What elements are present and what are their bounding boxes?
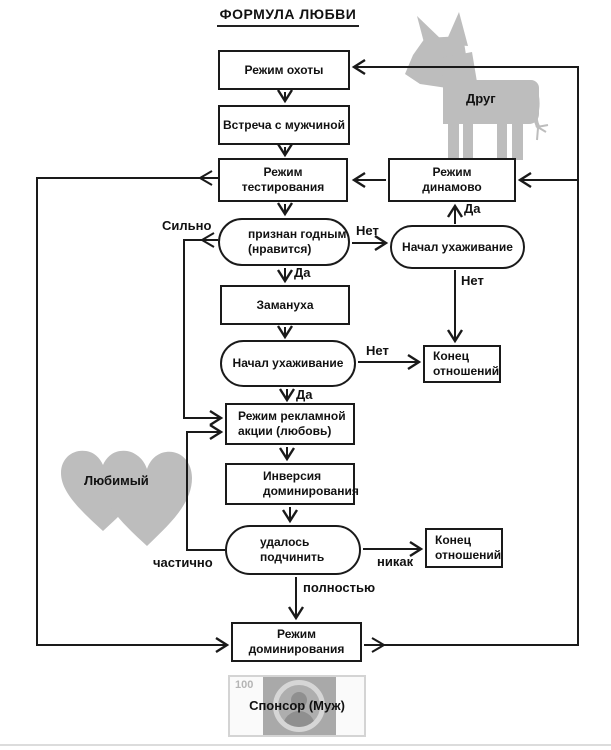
node-testing-mode [218,158,348,202]
node-label: подчинить [260,550,325,564]
node-end-of-relationship-bottom [425,528,503,568]
edge-label-yes-2: Да [464,201,481,216]
node-label: Режим [277,627,316,641]
node-meeting-a-man [218,105,350,145]
node-bait [220,285,350,325]
person-shoulders-icon [283,711,315,729]
node-label: признан годным [248,227,347,241]
node-hunt-mode [218,50,350,90]
node-label: Режим рекламной [238,409,346,423]
node-managed-to-subdue [225,525,361,575]
node-domination-mode [231,622,362,662]
node-courtship-started-mid [220,340,356,387]
hearts-icon [61,451,192,546]
banknote-value: 100 [235,679,254,691]
node-love-advertising-mode [225,403,355,445]
beloved-label: Любимый [84,473,149,488]
node-label: (нравится) [248,242,312,256]
node-courtship-started-top [390,225,525,269]
node-label: Режим [263,165,303,179]
node-label: Начал ухаживание [402,239,513,254]
node-label: Режим [432,165,472,179]
bottom-divider [0,744,611,746]
node-label: отношений [435,548,502,562]
page-title: ФОРМУЛА ЛЮБВИ [217,6,359,27]
node-label: тестирования [241,180,325,194]
friend-label: Друг [466,91,496,106]
edge-label-no-3: Нет [366,343,389,358]
edge-label-no-1: Нет [356,223,379,238]
node-label: удалось [260,535,310,549]
node-dominance-inversion [225,463,359,505]
edge-label-strongly: Сильно [162,218,212,233]
node-label: Конец [433,349,469,363]
node-label: динамово [422,180,482,194]
node-label: Начал ухаживание [232,356,344,370]
edge-label-no-2: Нет [461,273,484,288]
node-label: доминирования [248,642,345,656]
node-label: доминирования [263,484,359,498]
donkey-icon [405,12,548,160]
edge-label-yes-3: Да [296,387,313,402]
node-label: акции (любовь) [238,424,332,438]
node-deemed-fit [218,218,350,266]
edge-label-completely: полностью [303,580,376,595]
node-label: Встреча с мужчиной [223,117,345,132]
edge-label-yes-1: Да [294,265,311,280]
node-label: Конец [435,533,471,547]
node-end-of-relationship-top [423,345,501,383]
node-label: отношений [433,364,500,378]
banknote-image [228,675,366,737]
edge-label-no-way: никак [377,554,414,569]
sponsor-label: Спонсор (Муж) [249,698,345,713]
node-label: Замануха [256,297,314,312]
node-dynamo-mode [388,158,516,202]
node-label: Режим охоты [244,62,324,77]
node-label: Инверсия [263,469,322,483]
edge-label-partially: частично [153,555,213,570]
